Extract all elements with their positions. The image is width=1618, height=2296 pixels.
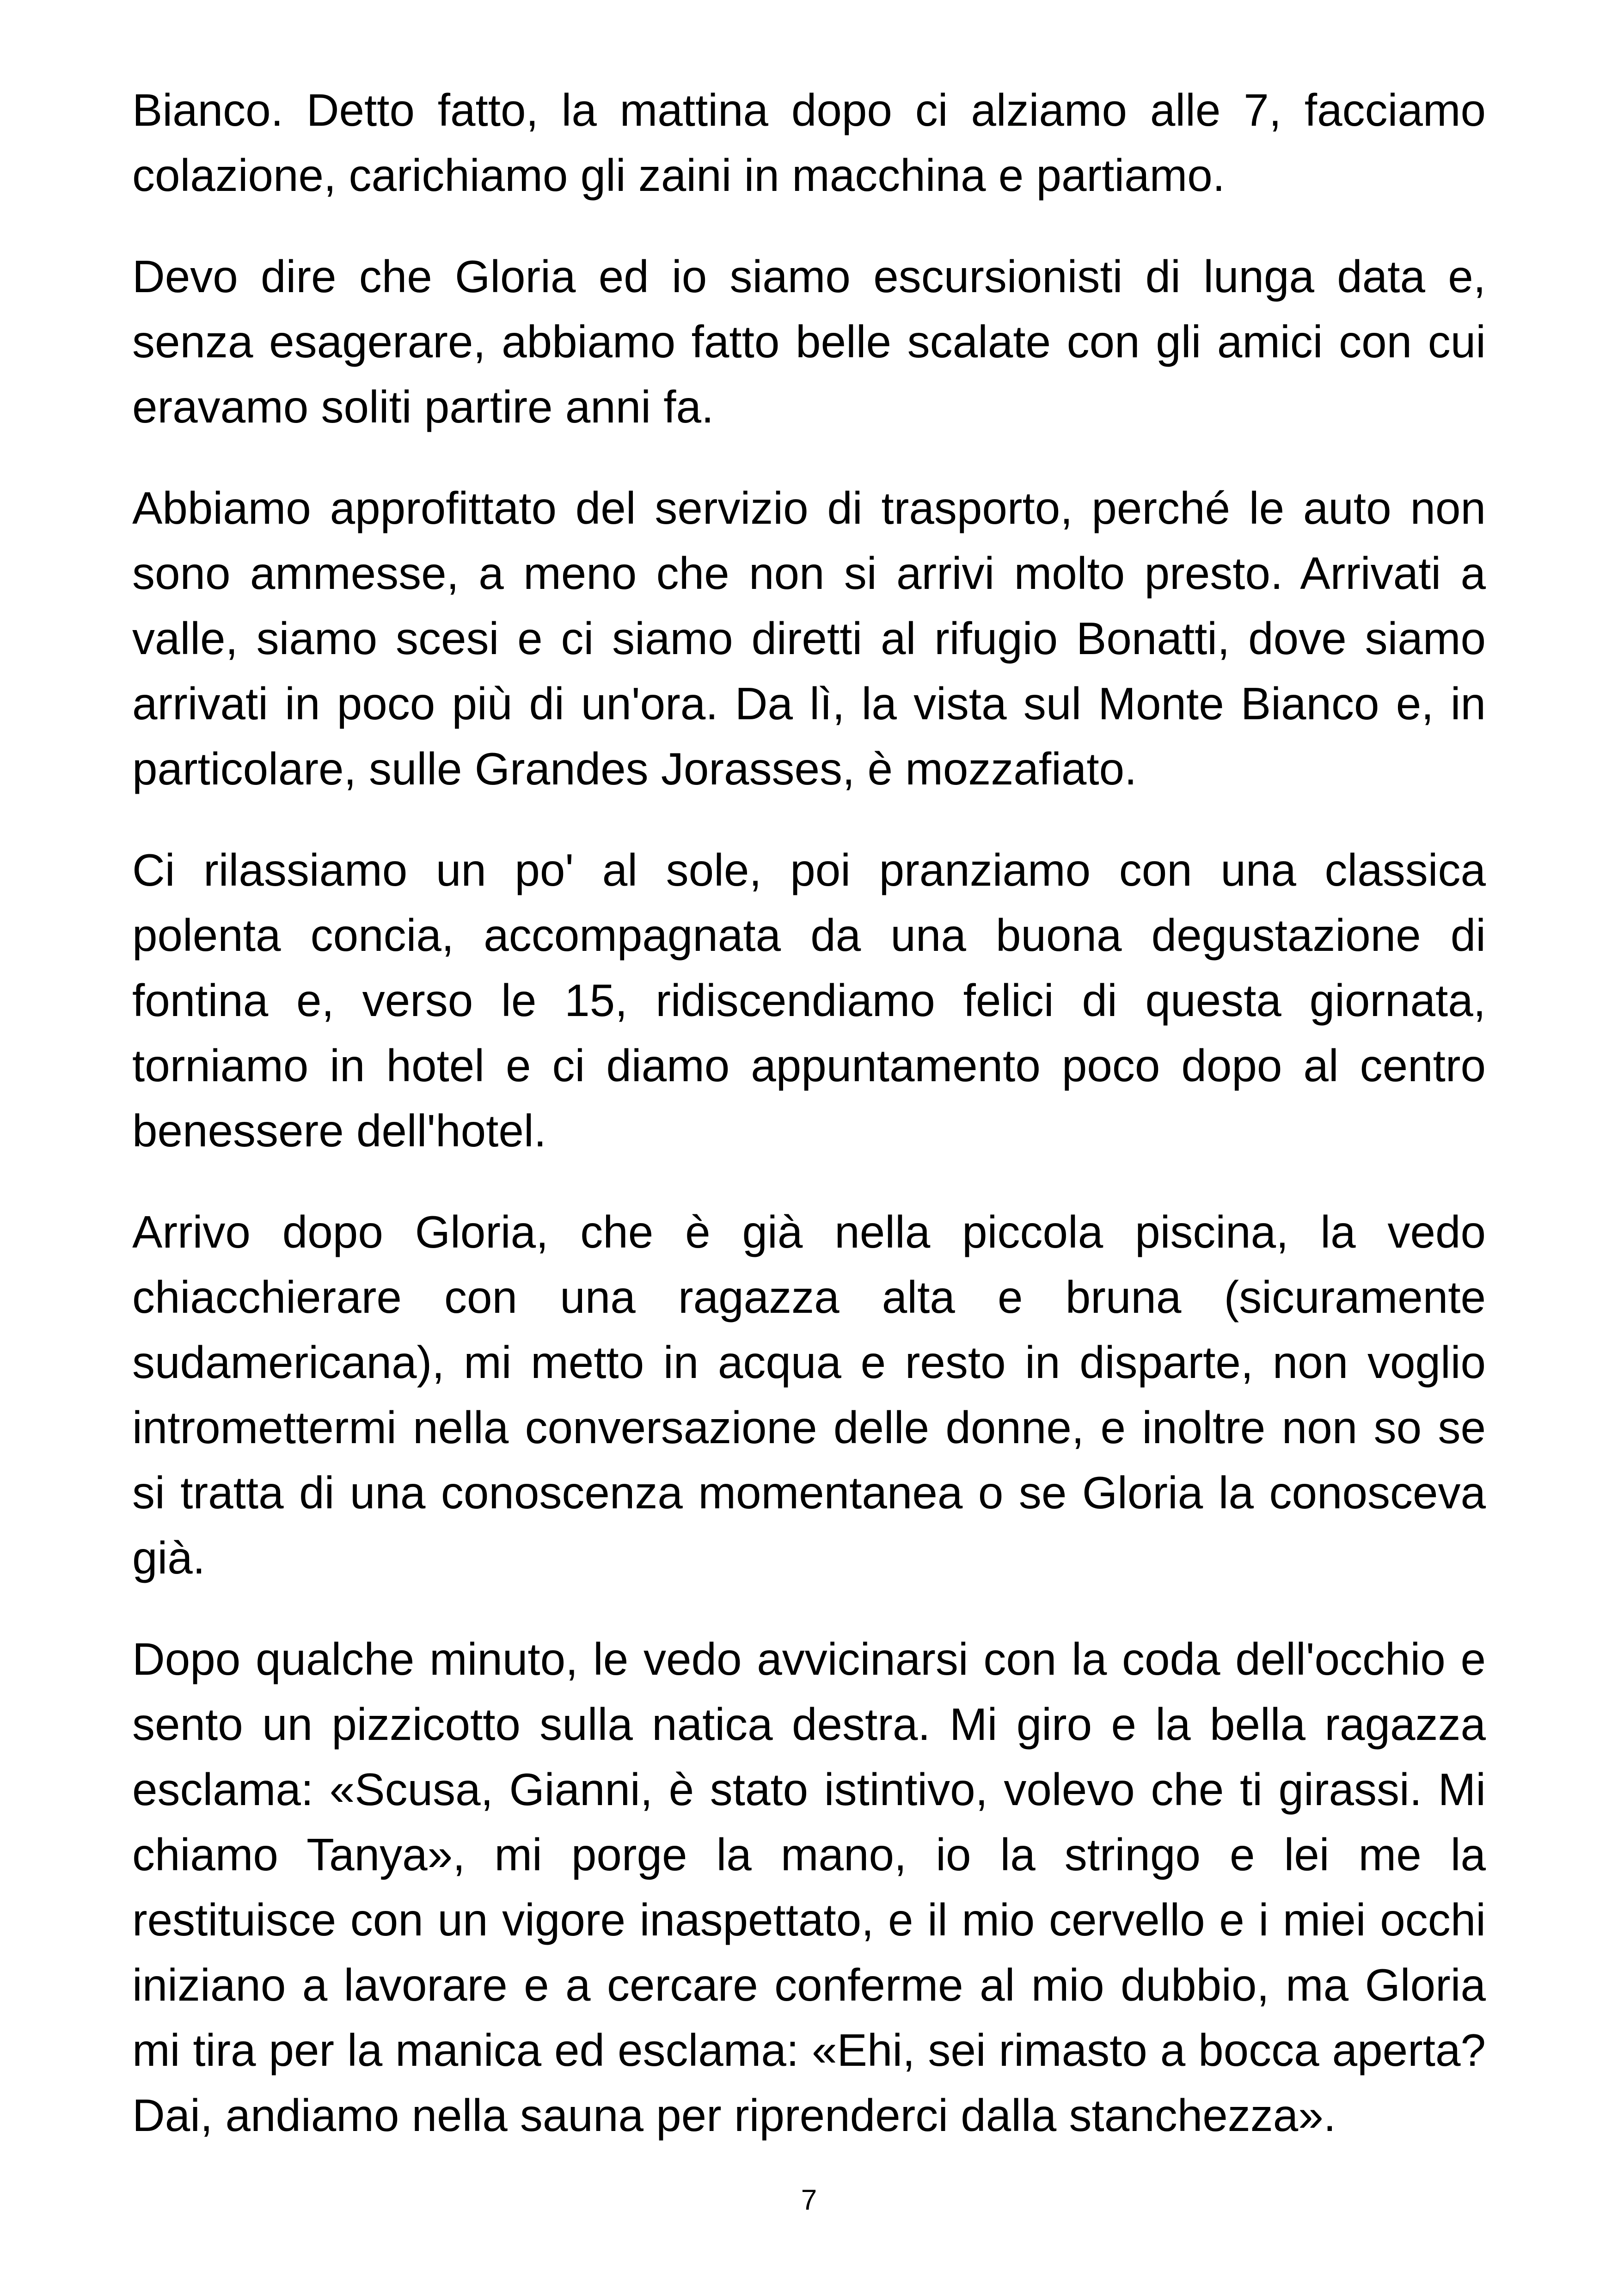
page-number: 7 — [801, 2184, 817, 2216]
paragraph-4: Ci rilassiamo un po' al sole, poi pranziamo con una classica polenta concia, accompagnata da una buona degustazione di fontina e, verso le 15, ridiscendiamo felici di questa giornata, torniamo in hotel e ci diamo appuntamento poco dopo al centro benessere dell'hotel. — [132, 845, 1486, 1156]
paragraph-5: Arrivo dopo Gloria, che è già nella piccola piscina, la vedo chiacchierare con una ragazza alta e bruna (sicuramente sudamericana), mi metto in acqua e resto in disparte, non voglio intromettermi nella conversazione delle donne, e inoltre non so se si tratta di una conoscenza momentanea o se Gloria la conosceva già. — [132, 1206, 1486, 1583]
paragraph-1: Bianco. Detto fatto, la mattina dopo ci alziamo alle 7, facciamo colazione, carichiamo gli zaini in macchina e partiamo. — [132, 85, 1486, 201]
paragraph-3: Abbiamo approfittato del servizio di trasporto, perché le auto non sono ammesse, a meno che non si arrivi molto presto. Arrivati a valle, siamo scesi e ci siamo diretti al rifugio Bonatti, dove siamo arrivati in poco più di un'ora. Da lì, la vista sul Monte Bianco e, in particolare, sulle Grandes Jorasses, è mozzafiato. — [132, 483, 1486, 794]
paragraph-2: Devo dire che Gloria ed io siamo escursionisti di lunga data e, senza esagerare, abbiamo fatto belle scalate con gli amici con cui eravamo soliti partire anni fa. — [132, 251, 1486, 432]
paragraph-6: Dopo qualche minuto, le vedo avvicinarsi con la coda dell'occhio e sento un pizzicotto sulla natica destra. Mi giro e la bella ragazza esclama: «Scusa, Gianni, è stato istintivo, volevo che ti girassi. Mi chiamo Tanya», mi porge la mano, io la stringo e lei me la restituisce con un vigore inaspettato, e il mio cervello e i miei occhi iniziano a lavorare e a cercare conferme al mio dubbio, ma Gloria mi tira per la manica ed esclama: «Ehi, sei rimasto a bocca aperta? Dai, andiamo nella sauna per riprenderci dalla stanchezza». — [132, 1634, 1486, 2141]
body-text — [132, 78, 1486, 2148]
